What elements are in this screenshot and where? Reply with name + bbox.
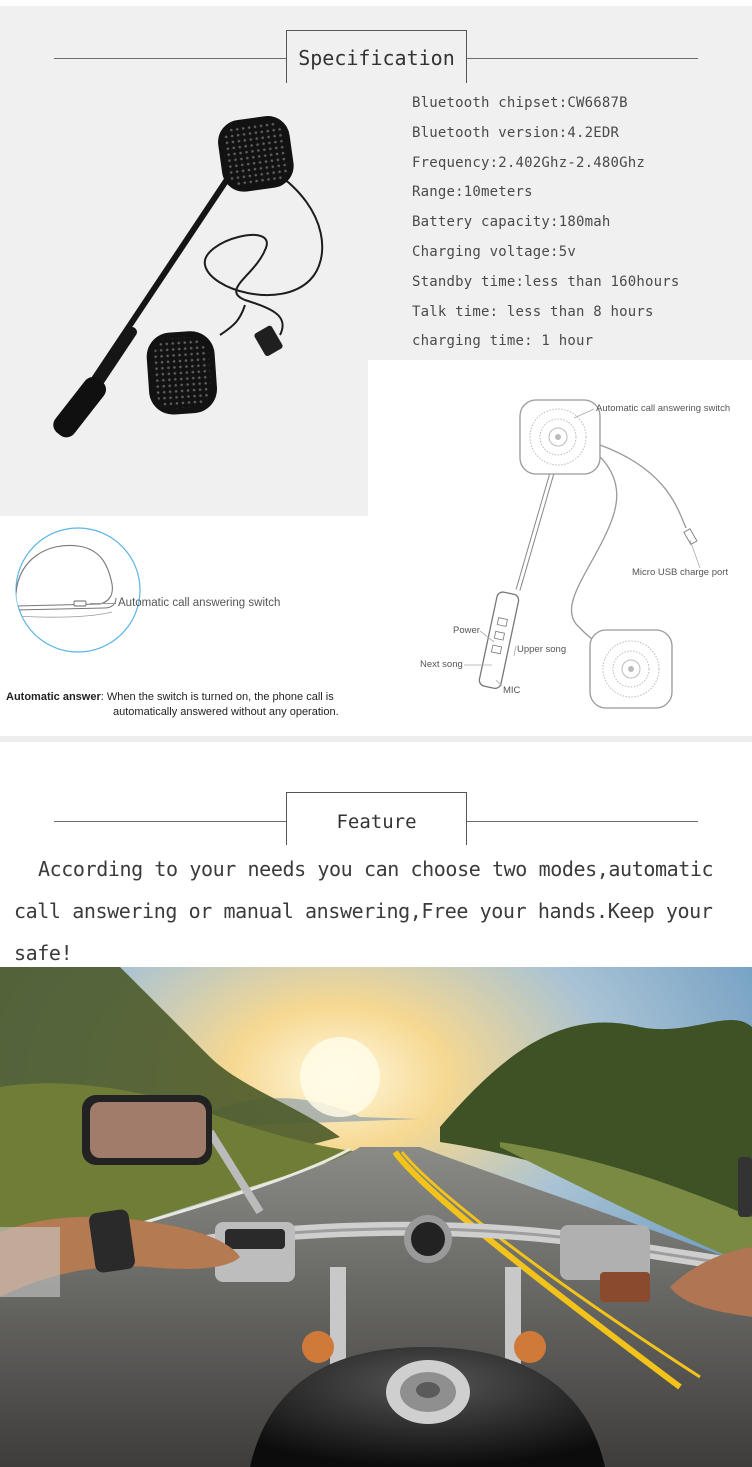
title-rule-left [54, 58, 286, 59]
motorcycle-road-photo [0, 967, 752, 1467]
feature-title-box [286, 792, 467, 845]
switch-leader-line [90, 603, 116, 604]
auto-answer-description [6, 690, 372, 720]
diagram-mic-label: MIC [503, 685, 521, 696]
specification-title-box [286, 30, 467, 83]
switch-zoom-illustration [8, 524, 148, 656]
feature-rule-right [466, 821, 698, 822]
spec-item: Talk time: less than 8 hours [412, 303, 654, 320]
headset-product-image [40, 100, 360, 460]
spec-item: Range:10meters [412, 184, 533, 201]
zoom-switch-label: Automatic call answering switch [118, 597, 281, 609]
title-rule-right [466, 58, 698, 59]
diagram-usb-label: Micro USB charge port [632, 567, 729, 578]
feature-rule-left [54, 821, 286, 822]
section-divider [0, 736, 752, 742]
specification-title: Specification [298, 46, 455, 70]
diagram-upper-song-label: Upper song [517, 644, 567, 655]
feature-title: Feature [336, 811, 417, 833]
spec-item: charging time: 1 hour [412, 333, 594, 350]
spec-item: Frequency:2.402Ghz-2.480Ghz [412, 154, 645, 171]
headset-line-diagram [368, 360, 752, 736]
motorcycle-scene-drawing [0, 967, 752, 1467]
auto-answer-heading: Automatic answer [6, 691, 101, 703]
spec-item: Battery capacity:180mah [412, 214, 611, 231]
diagram-switch-label: Automatic call answering switch [596, 403, 731, 414]
spec-item: Bluetooth version:4.2EDR [412, 124, 620, 141]
diagram-power-label: Power [453, 625, 480, 636]
feature-description: According to your needs you can choose two modes,automatic call answering or manual answering,Free your hands.Keep your safe! [14, 857, 714, 965]
spec-item: Bluetooth chipset:CW6687B [412, 95, 628, 111]
headset-diagram-panel [368, 360, 752, 736]
specification-list [412, 92, 752, 360]
spec-item: Standby time:less than 160hours [412, 273, 680, 290]
auto-answer-line-2: automatically answered without any operation. [113, 706, 339, 718]
auto-answer-line-1: : When the switch is turned on, the phone call is [100, 691, 334, 703]
diagram-next-song-label: Next song [420, 659, 463, 670]
spec-item: Charging voltage:5v [412, 243, 576, 260]
